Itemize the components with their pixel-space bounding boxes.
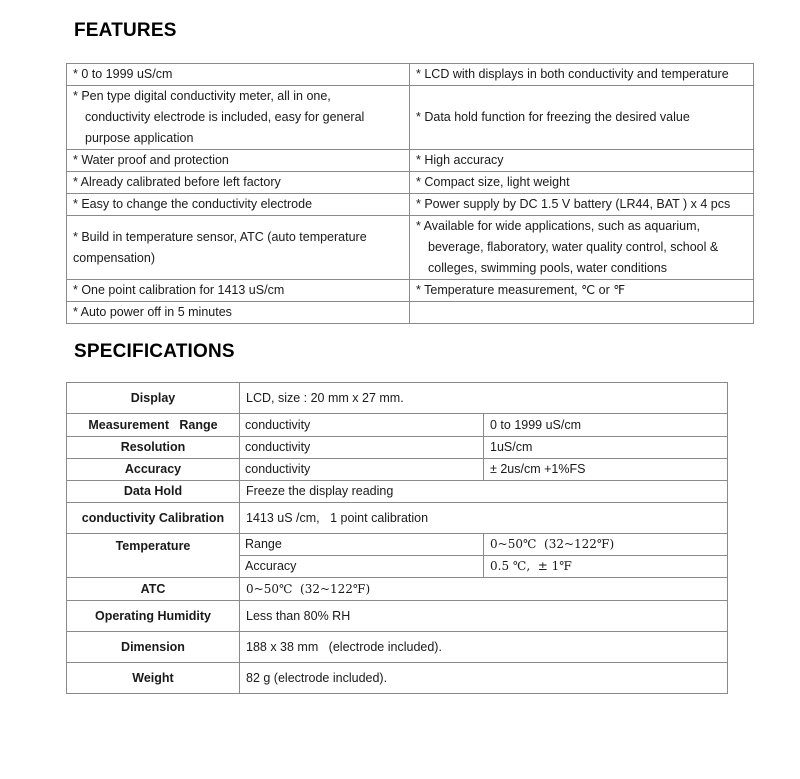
- spec-value-resolution: 1uS/cm: [484, 437, 728, 459]
- spec-label-atc: ATC: [67, 578, 240, 601]
- spec-key-temperature-range: Range: [240, 534, 484, 556]
- feature-cell: * Compact size, light weight: [410, 172, 754, 194]
- spec-key-temperature-accuracy: Accuracy: [240, 556, 484, 578]
- feature-cell: [410, 302, 754, 324]
- feature-cell: * One point calibration for 1413 uS/cm: [67, 280, 410, 302]
- feature-cell: * LCD with displays in both conductivity and temperature: [410, 64, 754, 86]
- specifications-heading: SPECIFICATIONS: [74, 341, 235, 362]
- feature-cell: * Temperature measurement, ℃ or ℉: [410, 280, 754, 302]
- feature-cell: * Already calibrated before left factory: [67, 172, 410, 194]
- feature-cell: * Water proof and protection: [67, 150, 410, 172]
- feature-cell: * Build in temperature sensor, ATC (auto temperature compensation): [67, 216, 410, 280]
- spec-value-humidity: Less than 80% RH: [240, 601, 728, 632]
- spec-value-temperature-range: 0~50℃ (32~122℉): [484, 534, 728, 556]
- feature-cell: * Auto power off in 5 minutes: [67, 302, 410, 324]
- spec-label-dimension: Dimension: [67, 632, 240, 663]
- spec-value-temperature-accuracy: 0.5 ℃, ± 1℉: [484, 556, 728, 578]
- spec-key-resolution: conductivity: [240, 437, 484, 459]
- spec-value-data-hold: Freeze the display reading: [240, 481, 728, 503]
- features-heading: FEATURES: [74, 20, 177, 41]
- spec-label-weight: Weight: [67, 663, 240, 694]
- feature-cell: * Available for wide applications, such as aquarium, beverage, flaboratory, water quality control, school & colleges, swimming pools, water conditions: [410, 216, 754, 280]
- spec-value-weight: 82 g (electrode included).: [240, 663, 728, 694]
- spec-label-data-hold: Data Hold: [67, 481, 240, 503]
- spec-value-measurement-range: 0 to 1999 uS/cm: [484, 414, 728, 437]
- spec-value-accuracy: ± 2us/cm +1%FS: [484, 459, 728, 481]
- spec-value-atc: 0~50℃ (32~122℉): [240, 578, 728, 601]
- spec-value-display: LCD, size : 20 mm x 27 mm.: [240, 383, 728, 414]
- spec-label-measurement-range: Measurement Range: [67, 414, 240, 437]
- spec-value-dimension: 188 x 38 mm (electrode included).: [240, 632, 728, 663]
- spec-label-humidity: Operating Humidity: [67, 601, 240, 632]
- feature-cell: * 0 to 1999 uS/cm: [67, 64, 410, 86]
- feature-cell: * High accuracy: [410, 150, 754, 172]
- spec-key-measurement-range: conductivity: [240, 414, 484, 437]
- feature-cell: * Power supply by DC 1.5 V battery (LR44, BAT ) x 4 pcs: [410, 194, 754, 216]
- spec-label-temperature: Temperature: [67, 534, 240, 578]
- feature-cell: * Pen type digital conductivity meter, all in one, conductivity electrode is included, easy for general purpose application: [67, 86, 410, 150]
- feature-cell: * Easy to change the conductivity electrode: [67, 194, 410, 216]
- specifications-table: [66, 382, 728, 694]
- spec-label-accuracy: Accuracy: [67, 459, 240, 481]
- spec-key-accuracy: conductivity: [240, 459, 484, 481]
- spec-label-resolution: Resolution: [67, 437, 240, 459]
- spec-label-calibration: conductivity Calibration: [67, 503, 240, 534]
- features-table: [66, 63, 754, 324]
- feature-cell: * Data hold function for freezing the desired value: [410, 86, 754, 150]
- spec-value-calibration: 1413 uS /cm, 1 point calibration: [240, 503, 728, 534]
- spec-label-display: Display: [67, 383, 240, 414]
